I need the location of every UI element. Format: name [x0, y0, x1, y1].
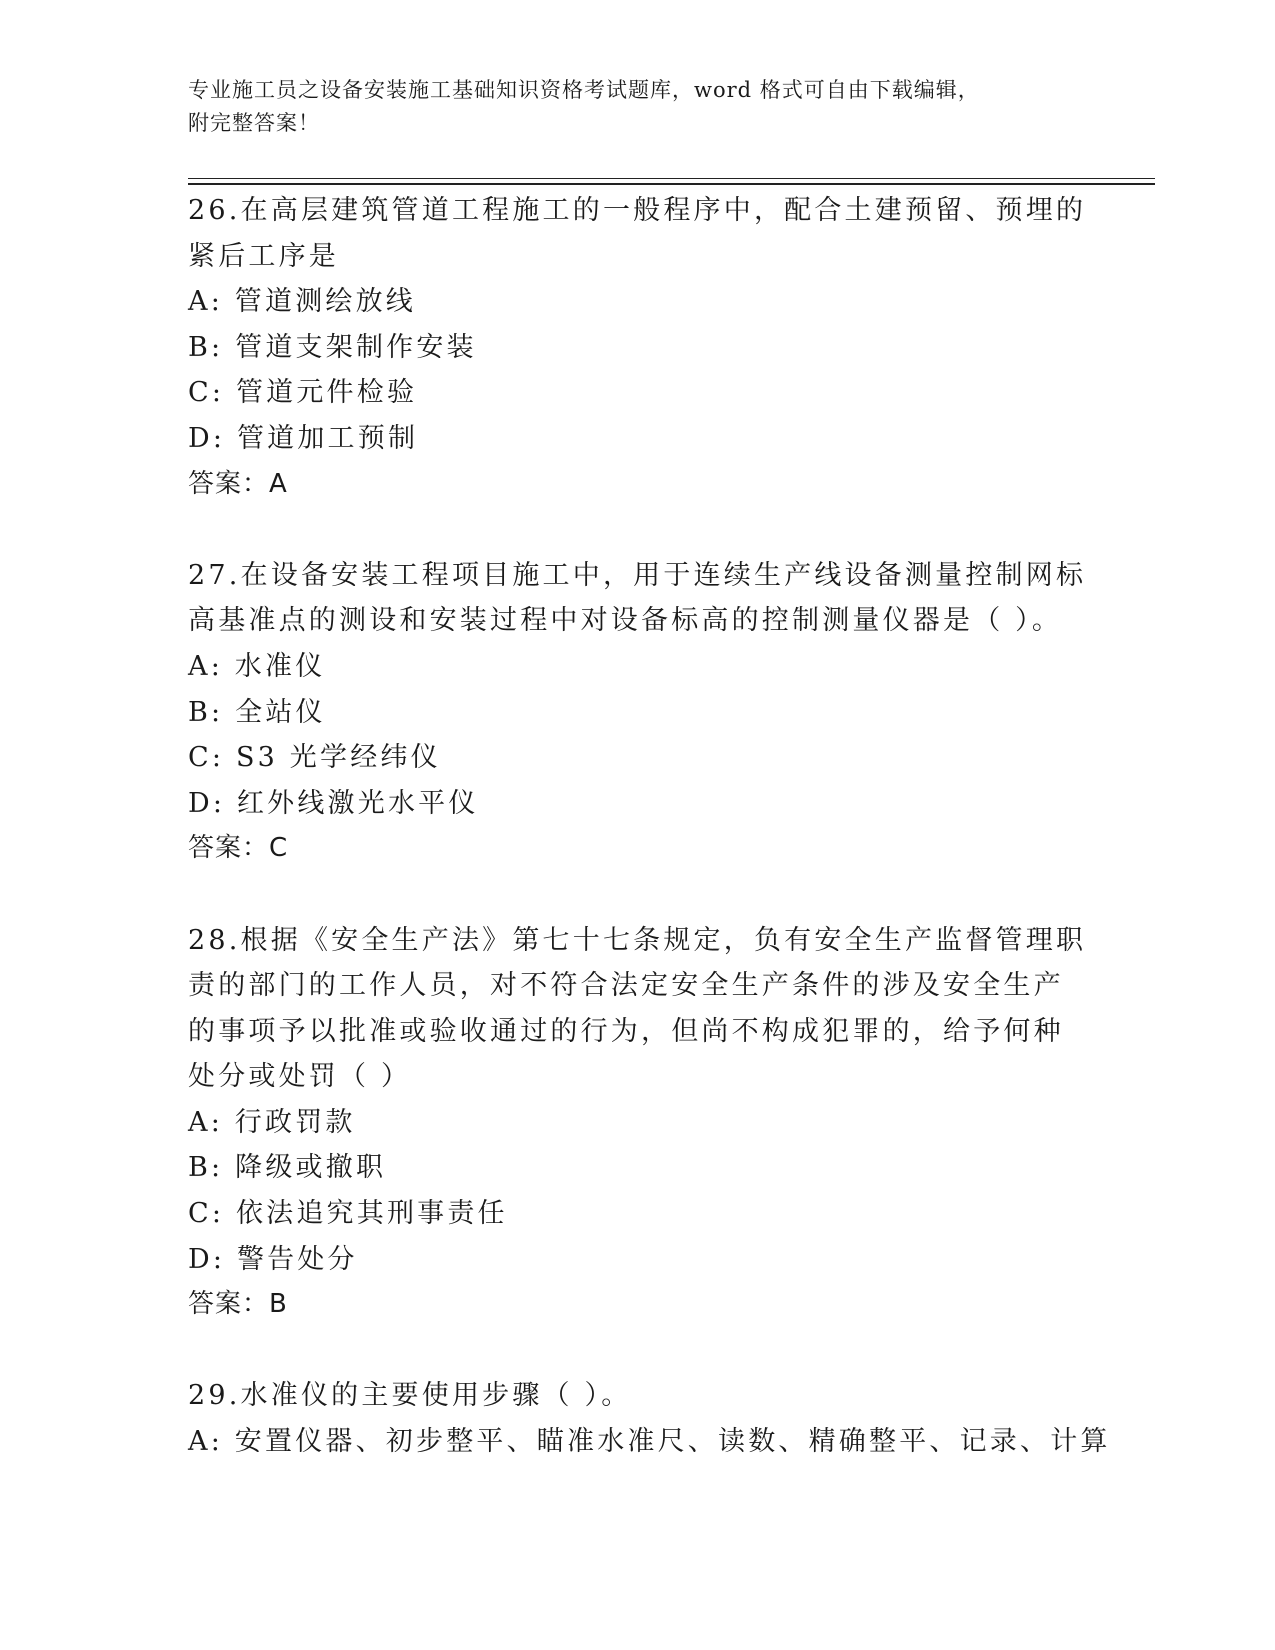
- question-stem: 在高层建筑管道工程施工的一般程序中，配合土建预留、预埋的紧后工序是: [188, 195, 1087, 272]
- option-d: [188, 416, 1088, 462]
- option-label: D:: [188, 422, 226, 454]
- option-text: 依法追究其刑事责任: [235, 1198, 508, 1230]
- question-list: [188, 188, 1111, 1465]
- option-d: [188, 781, 1088, 827]
- option-label: B:: [188, 331, 224, 363]
- question-text: [188, 188, 1088, 279]
- question-text: [188, 553, 1088, 644]
- option-label: D:: [188, 1243, 226, 1275]
- question-29: [188, 1373, 1111, 1464]
- option-text: 管道加工预制: [236, 422, 419, 454]
- option-label: A:: [188, 1106, 223, 1138]
- option-label: A:: [188, 286, 223, 318]
- document-header: [188, 74, 1068, 140]
- question-text: [188, 1373, 1088, 1419]
- option-label: A:: [188, 650, 223, 682]
- question-stem: 在设备安装工程项目施工中，用于连续生产线设备测量控制网标高基准点的测设和安装过程中对设备标高的控制测量仪器是（ ）。: [188, 559, 1087, 637]
- header-line-2: 附完整答案！: [188, 111, 320, 135]
- option-label: D:: [188, 787, 226, 819]
- option-b: [188, 1145, 1088, 1191]
- option-label: B:: [188, 696, 224, 728]
- option-label: B:: [188, 1152, 224, 1184]
- option-label: C:: [188, 377, 225, 409]
- option-text: 管道测绘放线: [234, 286, 416, 318]
- question-number: 27.: [188, 559, 241, 591]
- question-number: 29.: [188, 1380, 241, 1412]
- option-a: [188, 644, 1088, 690]
- question-number: 26.: [188, 195, 241, 226]
- option-text: 行政罚款: [234, 1106, 356, 1138]
- option-text: 红外线激光水平仪: [236, 787, 479, 819]
- option-text: 降级或撤职: [235, 1152, 387, 1184]
- option-text: 水准仪: [234, 650, 326, 682]
- header-line-1: 专业施工员之设备安装施工基础知识资格考试题库，word 格式可自由下载编辑，: [188, 78, 980, 102]
- spacer: [188, 507, 1088, 553]
- question-27: [188, 553, 1088, 872]
- option-b: [188, 325, 1088, 371]
- header-rule-thick: [188, 183, 1155, 185]
- option-c: [188, 1191, 1088, 1237]
- option-label: A:: [188, 1426, 223, 1458]
- option-text: 警告处分: [236, 1243, 358, 1275]
- option-d: [188, 1237, 1088, 1283]
- option-text: 安置仪器、初步整平、瞄准水准尺、读数、精确整平、记录、计算: [234, 1426, 1111, 1458]
- option-label: C:: [188, 742, 225, 774]
- answer: 答案：C: [188, 833, 289, 864]
- option-text: S3 光学经纬仪: [235, 742, 441, 774]
- option-text: 管道支架制作安装: [235, 331, 477, 363]
- option-c: [188, 735, 1088, 781]
- answer: 答案：B: [188, 1289, 288, 1320]
- question-stem: 根据《安全生产法》第七十七条规定，负有安全生产监督管理职责的部门的工作人员，对不符合法定安全生产条件的涉及安全生产的事项予以批准或验收通过的行为，但尚不构成犯罪的，给予何种处分或处罚（ ）: [188, 924, 1087, 1093]
- header-rule-thin: [188, 178, 1155, 179]
- option-c: [188, 370, 1088, 416]
- option-a: [188, 1100, 1088, 1146]
- question-26: [188, 188, 1088, 507]
- spacer: [188, 872, 1088, 918]
- question-28: [188, 918, 1088, 1328]
- spacer: [188, 1328, 1088, 1374]
- option-text: 管道元件检验: [235, 377, 418, 409]
- option-b: [188, 690, 1088, 736]
- question-number: 28.: [188, 924, 241, 956]
- option-text: 全站仪: [235, 696, 326, 728]
- option-a: [188, 279, 1088, 325]
- answer: 答案：A: [188, 468, 288, 499]
- option-label: C:: [188, 1198, 225, 1230]
- question-stem: 水准仪的主要使用步骤（ ）。: [240, 1380, 632, 1412]
- option-a: [188, 1419, 1111, 1465]
- question-text: [188, 918, 1088, 1100]
